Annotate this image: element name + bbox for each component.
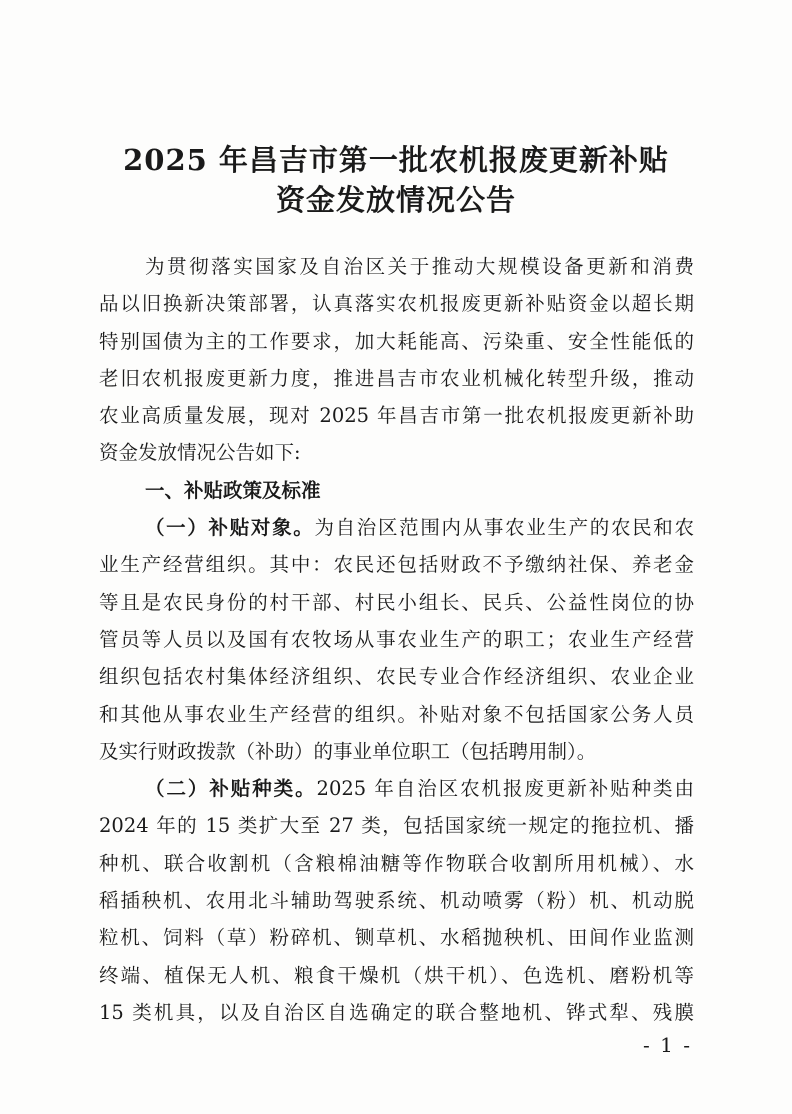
- subsection-2-line: 种机、联合收割机（含粮棉油糖等作物联合收割所用机械）、水: [99, 851, 694, 875]
- subsection-2-line: 终端、植保无人机、粮食干燥机（烘干机）、色选机、磨粉机等: [99, 963, 694, 987]
- subsection-1-line: 管员等人员以及国有农牧场从事农业生产的职工；农业生产经营: [99, 627, 694, 651]
- subsection-2-first-line: [99, 770, 694, 807]
- subsection-2-line: 2024 年的 15 类扩大至 27 类，包括国家统一规定的拖拉机、播: [99, 814, 694, 838]
- subsection-2-line: 稻插秧机、农用北斗辅助驾驶系统、机动喷雾（粉）机、机动脱: [99, 889, 694, 913]
- document-title-line-2: 资金发放情况公告: [275, 183, 516, 217]
- subsection-1-line: 业生产经营组织。其中：农民还包括财政不予缴纳社保、养老金: [99, 553, 694, 577]
- subsection-1-first-line: [99, 509, 694, 546]
- subsection-1-label: （一）补贴对象。: [145, 516, 315, 540]
- page-number: - 1 -: [643, 1033, 692, 1057]
- intro-line: 资金发放情况公告如下:: [99, 441, 301, 465]
- subsection-1-line: 和其他从事农业生产经营的组织。补贴对象不包括国家公务人员: [99, 702, 694, 726]
- intro-line: 为贯彻落实国家及自治区关于推动大规模设备更新和消费: [145, 255, 694, 278]
- subsection-2-line: 15 类机具，以及自治区自选确定的联合整地机、铧式犁、残膜: [99, 1000, 694, 1024]
- subsection-2-label: （二）补贴种类。: [145, 777, 317, 801]
- intro-line: 老旧农机报废更新力度，推进昌吉市农业机械化转型升级，推动: [99, 366, 694, 390]
- subsection-1-line: 等且是农民身份的村干部、村民小组长、民兵、公益性岗位的协: [99, 590, 694, 614]
- subsection-1-line: 组织包括农村集体经济组织、农民专业合作经济组织、农业企业: [99, 665, 694, 689]
- document-body: [99, 248, 694, 1031]
- subsection-1-line: 及实行财政拨款（补助）的事业单位职工（包括聘用制）。: [99, 739, 597, 763]
- section-heading: 一、补贴政策及标准: [145, 478, 321, 502]
- subsection-2-line: 粒机、饲料（草）粉碎机、铡草机、水稻抛秧机、田间作业监测: [99, 926, 694, 950]
- intro-line: 特别国债为主的工作要求，加大耗能高、污染重、安全性能低的: [99, 329, 694, 353]
- subsection-1-text: 为自治区范围内从事农业生产的农民和农: [314, 516, 694, 540]
- subsection-2-text: 2025 年自治区农机报废更新补贴种类由: [316, 777, 694, 801]
- document-title-line-1: 2025 年昌吉市第一批农机报废更新补贴: [123, 143, 669, 177]
- intro-line: 品以旧换新决策部署，认真落实农机报废更新补贴资金以超长期: [99, 292, 694, 316]
- intro-line: 农业高质量发展，现对 2025 年昌吉市第一批农机报废更新补助: [99, 404, 694, 428]
